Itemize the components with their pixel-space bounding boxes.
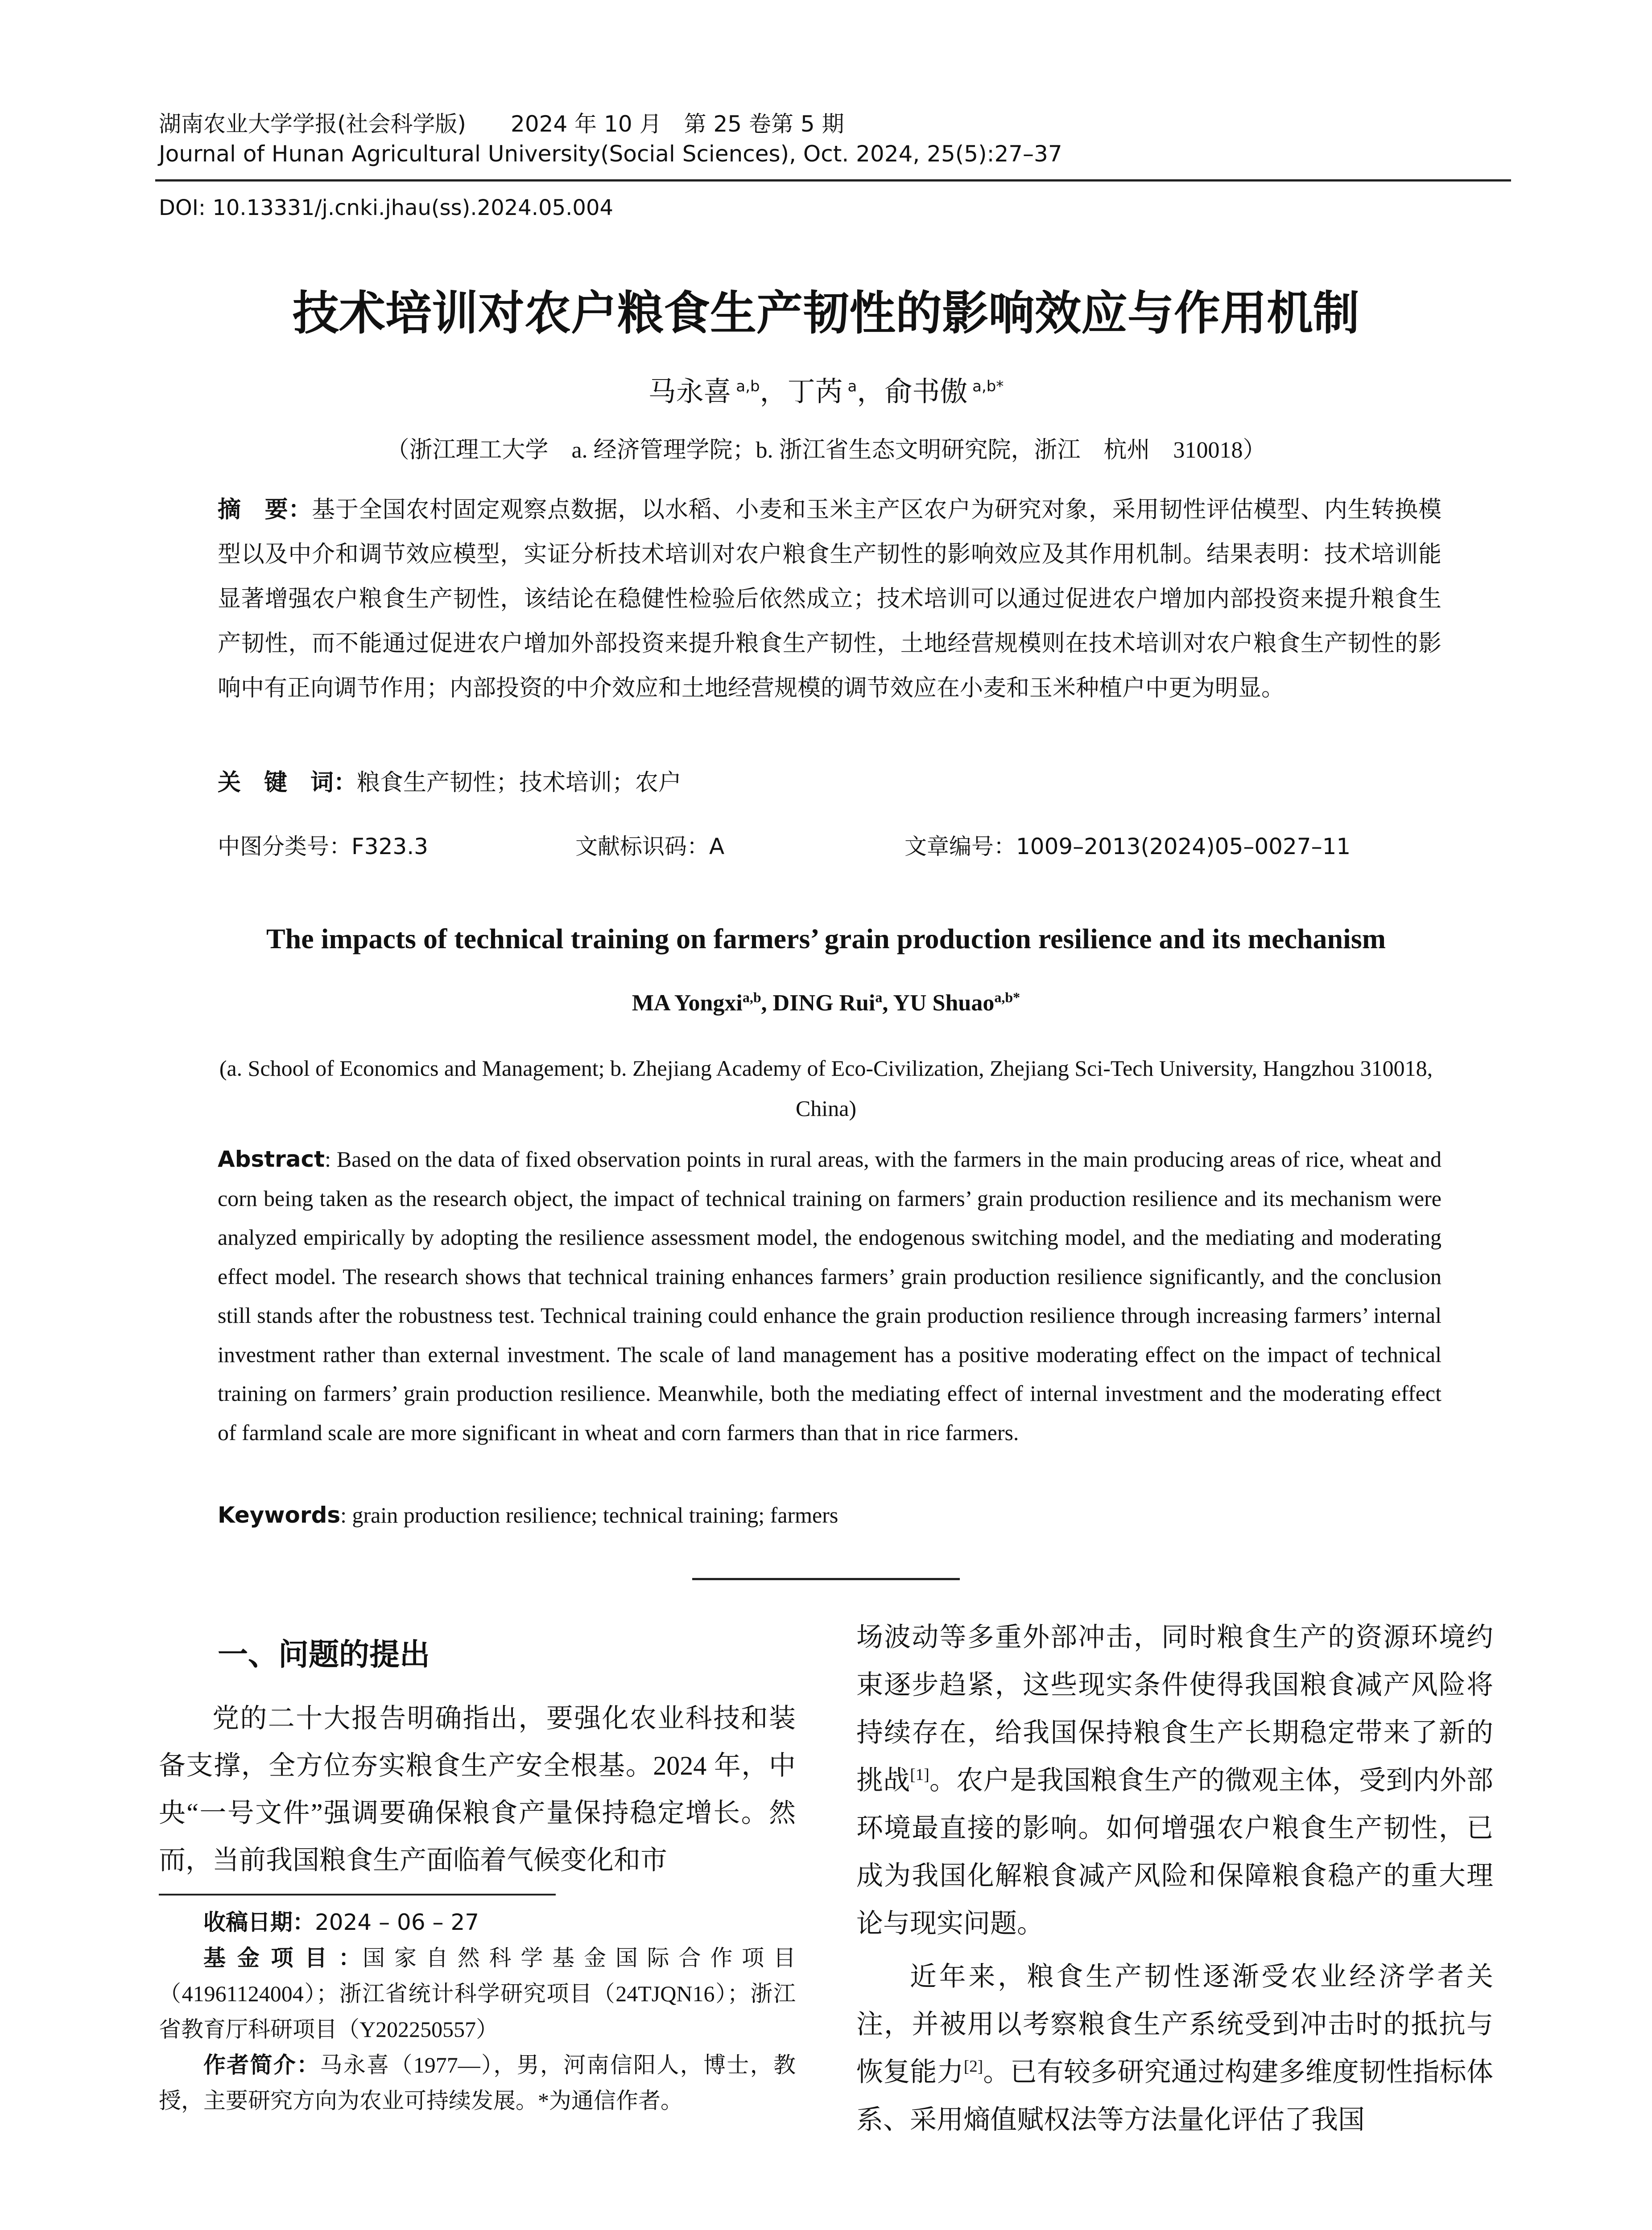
footnote-label: 基 金 项 目 ： [203, 1945, 363, 1971]
abstract-text-en: : Based on the data of fixed observation points in rural areas, with the farmers in the main producing areas of rice, wheat and corn being taken as the research object, the impact of technical training on farmers’ grain production resilience and its mechanism were analyzed empirically by adopting the resilience assessment model, the endogenous switching model, and the mediating and moderating effect model. The research shows that technical training enhances farmers’ grain production resilience significantly, and the conclusion still stands after the robustness test. Technical training could enhance the grain production resilience through increasing farmers’ internal investment rather than external investment. The scale of land management has a positive moderating effect on the impact of technical training on farmers’ grain production resilience. Meanwhile, both the mediating effect of internal investment and the moderating effect of farmland scale are more significant in wheat and corn farmers than that in rice farmers. [218, 1147, 1441, 1445]
footnote-label: 作者简介： [203, 2052, 320, 2078]
author-name: ，丁芮 [760, 375, 843, 408]
authors-cn [0, 369, 1652, 409]
header-rule [155, 179, 1511, 182]
body-column-left [159, 1695, 796, 1889]
body-paragraph [856, 1953, 1493, 2144]
citation-ref: [2] [963, 2057, 983, 2076]
footnote-fund [159, 1940, 796, 2047]
keywords-label-en: Keywords [218, 1502, 341, 1528]
footnote-received [159, 1904, 796, 1940]
body-text: 。农户是我国粮食生产的微观主体，受到内外部环境最直接的影响。如何增强农户粮食生产韧性，已成为我国化解粮食减产风险和保障粮食稳产的重大理论与现实问题。 [856, 1766, 1494, 1938]
author-name: , YU Shuao [882, 990, 995, 1016]
citation-ref: [1] [910, 1766, 929, 1784]
document-code: 文献标识码：A [575, 834, 725, 859]
affiliation-en: (a. School of Economics and Management; b. Zhejiang Academy of Eco-Civilization, Zhejiang Sci-Tech University, Hangzhou 310018, China) [219, 1056, 1433, 1121]
author-name: ，俞书傲 [857, 375, 968, 408]
article-number: 文章编号：1009–2013(2024)05–0027–11 [904, 834, 1351, 859]
keywords-en [218, 1502, 838, 1528]
section-heading: 一、问题的提出 [218, 1637, 430, 1672]
author-affil-mark: a,b* [994, 989, 1020, 1005]
abstract-label-cn: 摘 要： [218, 497, 312, 523]
abstract-cn [218, 488, 1441, 711]
abstract-text-cn: 基于全国农村固定观察点数据，以水稻、小麦和玉米主产区农户为研究对象，采用韧性评估模型、内生转换模型以及中介和调节效应模型，实证分析技术培训对农户粮食生产韧性的影响效应及其作用机制。结果表明：技术培训能显著增强农户粮食生产韧性，该结论在稳健性检验后依然成立；技术培训可以通过促进农户增加内部投资来提升粮食生产韧性，而不能通过促进农户增加外部投资来提升粮食生产韧性，土地经营规模则在技术培训对农户粮食生产韧性的影响中有正向调节作用；内部投资的中介效应和土地经营规模的调节效应在小麦和玉米种植户中更为明显。 [218, 497, 1441, 701]
footnote-text: 马永喜（1977—），男，河南信阳人，博士，教授，主要研究方向为农业可持续发展。*为通信作者。 [159, 2052, 796, 2113]
keywords-label-cn: 关 键 词： [218, 770, 357, 796]
keywords-text-en: : grain production resilience; technical training; farmers [340, 1503, 838, 1528]
footnote-rule [159, 1894, 556, 1896]
body-text: 场波动等多重外部冲击，同时粮食生产的资源环境约束逐步趋紧，这些现实条件使得我国粮食减产风险将持续存在，给我国保持粮食生产长期稳定带来了新的挑战 [856, 1623, 1493, 1795]
author-affil-mark: a,b* [967, 377, 1004, 396]
paper-title-cn: 技术培训对农户粮食生产韧性的影响效应与作用机制 [292, 286, 1359, 340]
body-paragraph: 党的二十大报告明确指出，要强化农业科技和装备支撑，全方位夯实粮食生产安全根基。2024 年，中央“一号文件”强调要确保粮食产量保持稳定增长。然而，当前我国粮食生产面临着气候变化和市 [159, 1704, 796, 1875]
author-affil-mark: a,b [731, 377, 760, 396]
author-name: , DING Rui [761, 990, 876, 1016]
author-affil-mark: a [875, 989, 883, 1005]
abstract-label-en: Abstract [218, 1146, 325, 1172]
doi: DOI: 10.13331/j.cnki.jhau(ss).2024.05.004 [159, 195, 614, 220]
author-affil-mark: a,b [742, 989, 761, 1005]
footnote-text: 国 家 自 然 科 学 基 金 国 际 合 作 项 目（41961124004）；浙江省统计科学研究项目（24TJQN16）；浙江省教育厅科研项目（Y202250557） [159, 1945, 796, 2042]
authors-en [0, 989, 1652, 1016]
body-column-right [856, 1614, 1493, 2149]
journal-name-en: Journal of Hunan Agricultural University(Social Sciences), Oct. 2024, 25(5):27–37 [159, 141, 1062, 167]
footnote-label: 收稿日期： [203, 1909, 315, 1935]
paper-title-en: The impacts of technical training on farmers’ grain production resilience and its mechanism [266, 923, 1386, 954]
abstract-en [218, 1140, 1441, 1452]
journal-name-cn: 湖南农业大学学报(社会科学版) 2024 年 10 月 第 25 卷第 5 期 [159, 111, 844, 137]
section-divider [692, 1578, 960, 1580]
body-text: 。已有较多研究通过构建多维度韧性指标体系、采用熵值赋权法等方法量化评估了我国 [856, 2057, 1494, 2135]
author-affil-mark: a [843, 377, 857, 396]
classification-number: 中图分类号：F323.3 [218, 834, 428, 859]
footnote-text: 2024 – 06 – 27 [315, 1909, 479, 1935]
keywords-cn [218, 764, 681, 797]
body-text: 近年来，粮食生产韧性逐渐受农业经济学者关注，并被用以考察粮食生产系统受到冲击时的抵抗与恢复能力 [856, 1962, 1493, 2087]
keywords-text-cn: 粮食生产韧性；技术培训；农户 [357, 770, 682, 796]
footnote-author [159, 2047, 796, 2118]
affiliation-cn: （浙江理工大学 a. 经济管理学院；b. 浙江省生态文明研究院，浙江 杭州 310018） [386, 438, 1266, 463]
author-name: 马永喜 [648, 375, 731, 408]
footnotes [159, 1904, 796, 2118]
body-paragraph [856, 1614, 1493, 1948]
author-name: MA Yongxi [632, 990, 743, 1016]
